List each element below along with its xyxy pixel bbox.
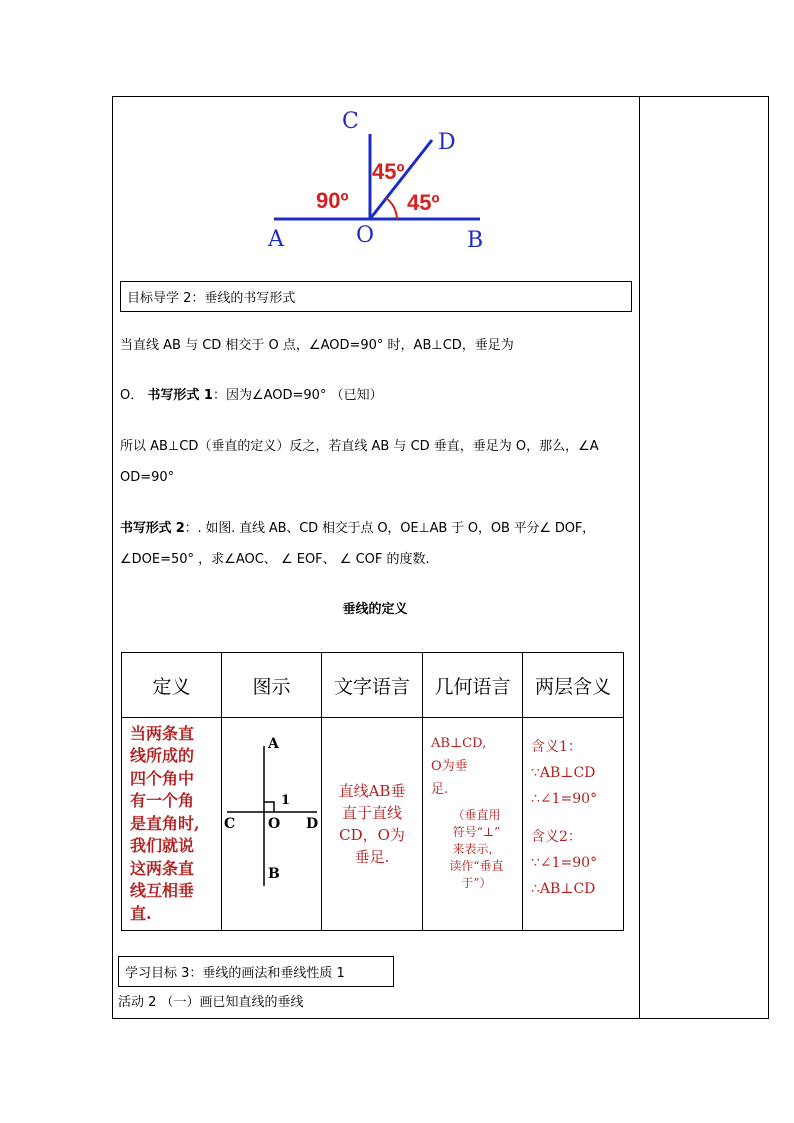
label-b: B	[467, 228, 484, 253]
meaning-1-line-2: ∴∠1=90°	[531, 791, 598, 807]
header-geometry-language: 几何语言	[423, 653, 523, 718]
meaning-2-title: 含义2：	[531, 829, 582, 845]
diagram-label-c: C	[224, 816, 236, 832]
diagram-label-b: B	[268, 866, 280, 882]
paragraph-2	[120, 388, 383, 404]
text-language-line: 垂足.	[354, 848, 390, 866]
header-text-language: 文字语言	[322, 653, 423, 718]
paragraph-2-start: O．	[120, 388, 148, 403]
activity-2: 活动 2 （一）画已知直线的垂线	[118, 995, 304, 1010]
definition-line: 我们就说	[130, 836, 195, 856]
definition-cell	[122, 718, 222, 931]
goal3-heading-box	[118, 956, 394, 987]
writing-form-1-label: 书写形式 1	[147, 388, 213, 403]
angle-arc	[386, 198, 397, 219]
goal2-heading-box	[120, 281, 632, 312]
text-language-line: 直于直线	[341, 804, 402, 822]
label-c: C	[342, 109, 359, 134]
meaning-2-line-1: ∵∠1=90°	[531, 855, 598, 871]
diagram-label-o: O	[268, 816, 281, 832]
definition-line: 四个角中	[130, 768, 195, 788]
diagram-label-d: D	[306, 816, 319, 832]
definition-line: 直.	[130, 903, 152, 923]
definition-table	[121, 652, 624, 931]
geometry-note-line: 于”）	[461, 876, 492, 890]
meaning-2-line-2: ∴AB⊥CD	[531, 881, 596, 897]
paragraph-3-line-1: 所以 AB⊥CD（垂直的定义）反之，若直线 AB 与 CD 垂直，垂足为 O，那么，∠A	[120, 439, 599, 454]
paragraph-1: 当直线 AB 与 CD 相交于 O 点，∠AOD=90° 时，AB⊥CD，垂足为	[120, 338, 514, 353]
geometry-line: AB⊥CD,	[431, 736, 487, 751]
column-divider	[639, 97, 640, 1018]
diagram-label-one: 1	[281, 793, 291, 808]
geometry-note	[431, 807, 522, 892]
table-row	[122, 718, 624, 931]
header-diagram: 图示	[222, 653, 322, 718]
text-language-line: CD，O为	[339, 826, 405, 844]
paragraph-2-rest: ：因为∠AOD=90° （已知）	[212, 388, 383, 403]
right-angle-mark	[264, 802, 274, 812]
meaning-1-title: 含义1：	[531, 739, 582, 755]
angle-label-90: 90º	[316, 188, 349, 213]
paragraph-5: ∠DOE=50° ，求∠AOC、 ∠ EOF、 ∠ COF 的度数.	[120, 552, 430, 567]
geometry-line: 足.	[431, 782, 449, 797]
geometry-language-cell	[423, 718, 523, 931]
geometry-note-line: （垂直用	[452, 808, 501, 822]
table-header-row	[122, 653, 624, 718]
text-language-cell	[322, 718, 423, 931]
angle-label-45-top: 45º	[372, 159, 405, 184]
definition-line: 线互相垂	[130, 881, 195, 901]
geometry-note-line: 来表示，	[452, 842, 501, 856]
geometry-line: O为垂	[431, 759, 468, 774]
diagram-cell	[222, 718, 322, 931]
text-language-line: 直线AB垂	[338, 782, 406, 800]
two-meanings-cell	[523, 718, 624, 931]
definition-line: 有一个角	[130, 791, 195, 811]
paragraph-3-line-2: OD=90°	[120, 470, 175, 485]
paragraph-4	[120, 521, 595, 537]
definition-line: 是直角时,	[130, 813, 200, 833]
diagram-label-a: A	[268, 736, 279, 752]
meaning-1-line-1: ∵AB⊥CD	[531, 765, 596, 781]
goal2-heading: 目标导学 2：垂线的书写形式	[127, 291, 296, 306]
geometry-note-line: 符号“⊥”	[452, 825, 501, 839]
label-d: D	[438, 130, 456, 155]
header-two-meanings: 两层含义	[523, 653, 624, 718]
perpendicular-diagram	[222, 718, 322, 930]
definition-line: 当两条直	[130, 723, 195, 743]
paragraph-4-rest: ：. 如图. 直线 AB、CD 相交于点 O，OE⊥AB 于 O，OB 平分∠ DOF，	[184, 521, 595, 536]
label-a: A	[268, 227, 284, 252]
angle-label-45-right: 45º	[407, 190, 440, 215]
goal3-heading: 学习目标 3：垂线的画法和垂线性质 1	[125, 966, 345, 981]
label-o: O	[356, 223, 375, 248]
header-definition: 定义	[122, 653, 222, 718]
geometry-note-line: 读作“垂直	[449, 859, 504, 873]
angle-figure	[260, 104, 500, 254]
definition-line: 这两条直	[130, 858, 195, 878]
section-title: 垂线的定义	[342, 602, 408, 617]
definition-line: 线所成的	[130, 746, 195, 766]
writing-form-2-label: 书写形式 2	[120, 521, 185, 536]
